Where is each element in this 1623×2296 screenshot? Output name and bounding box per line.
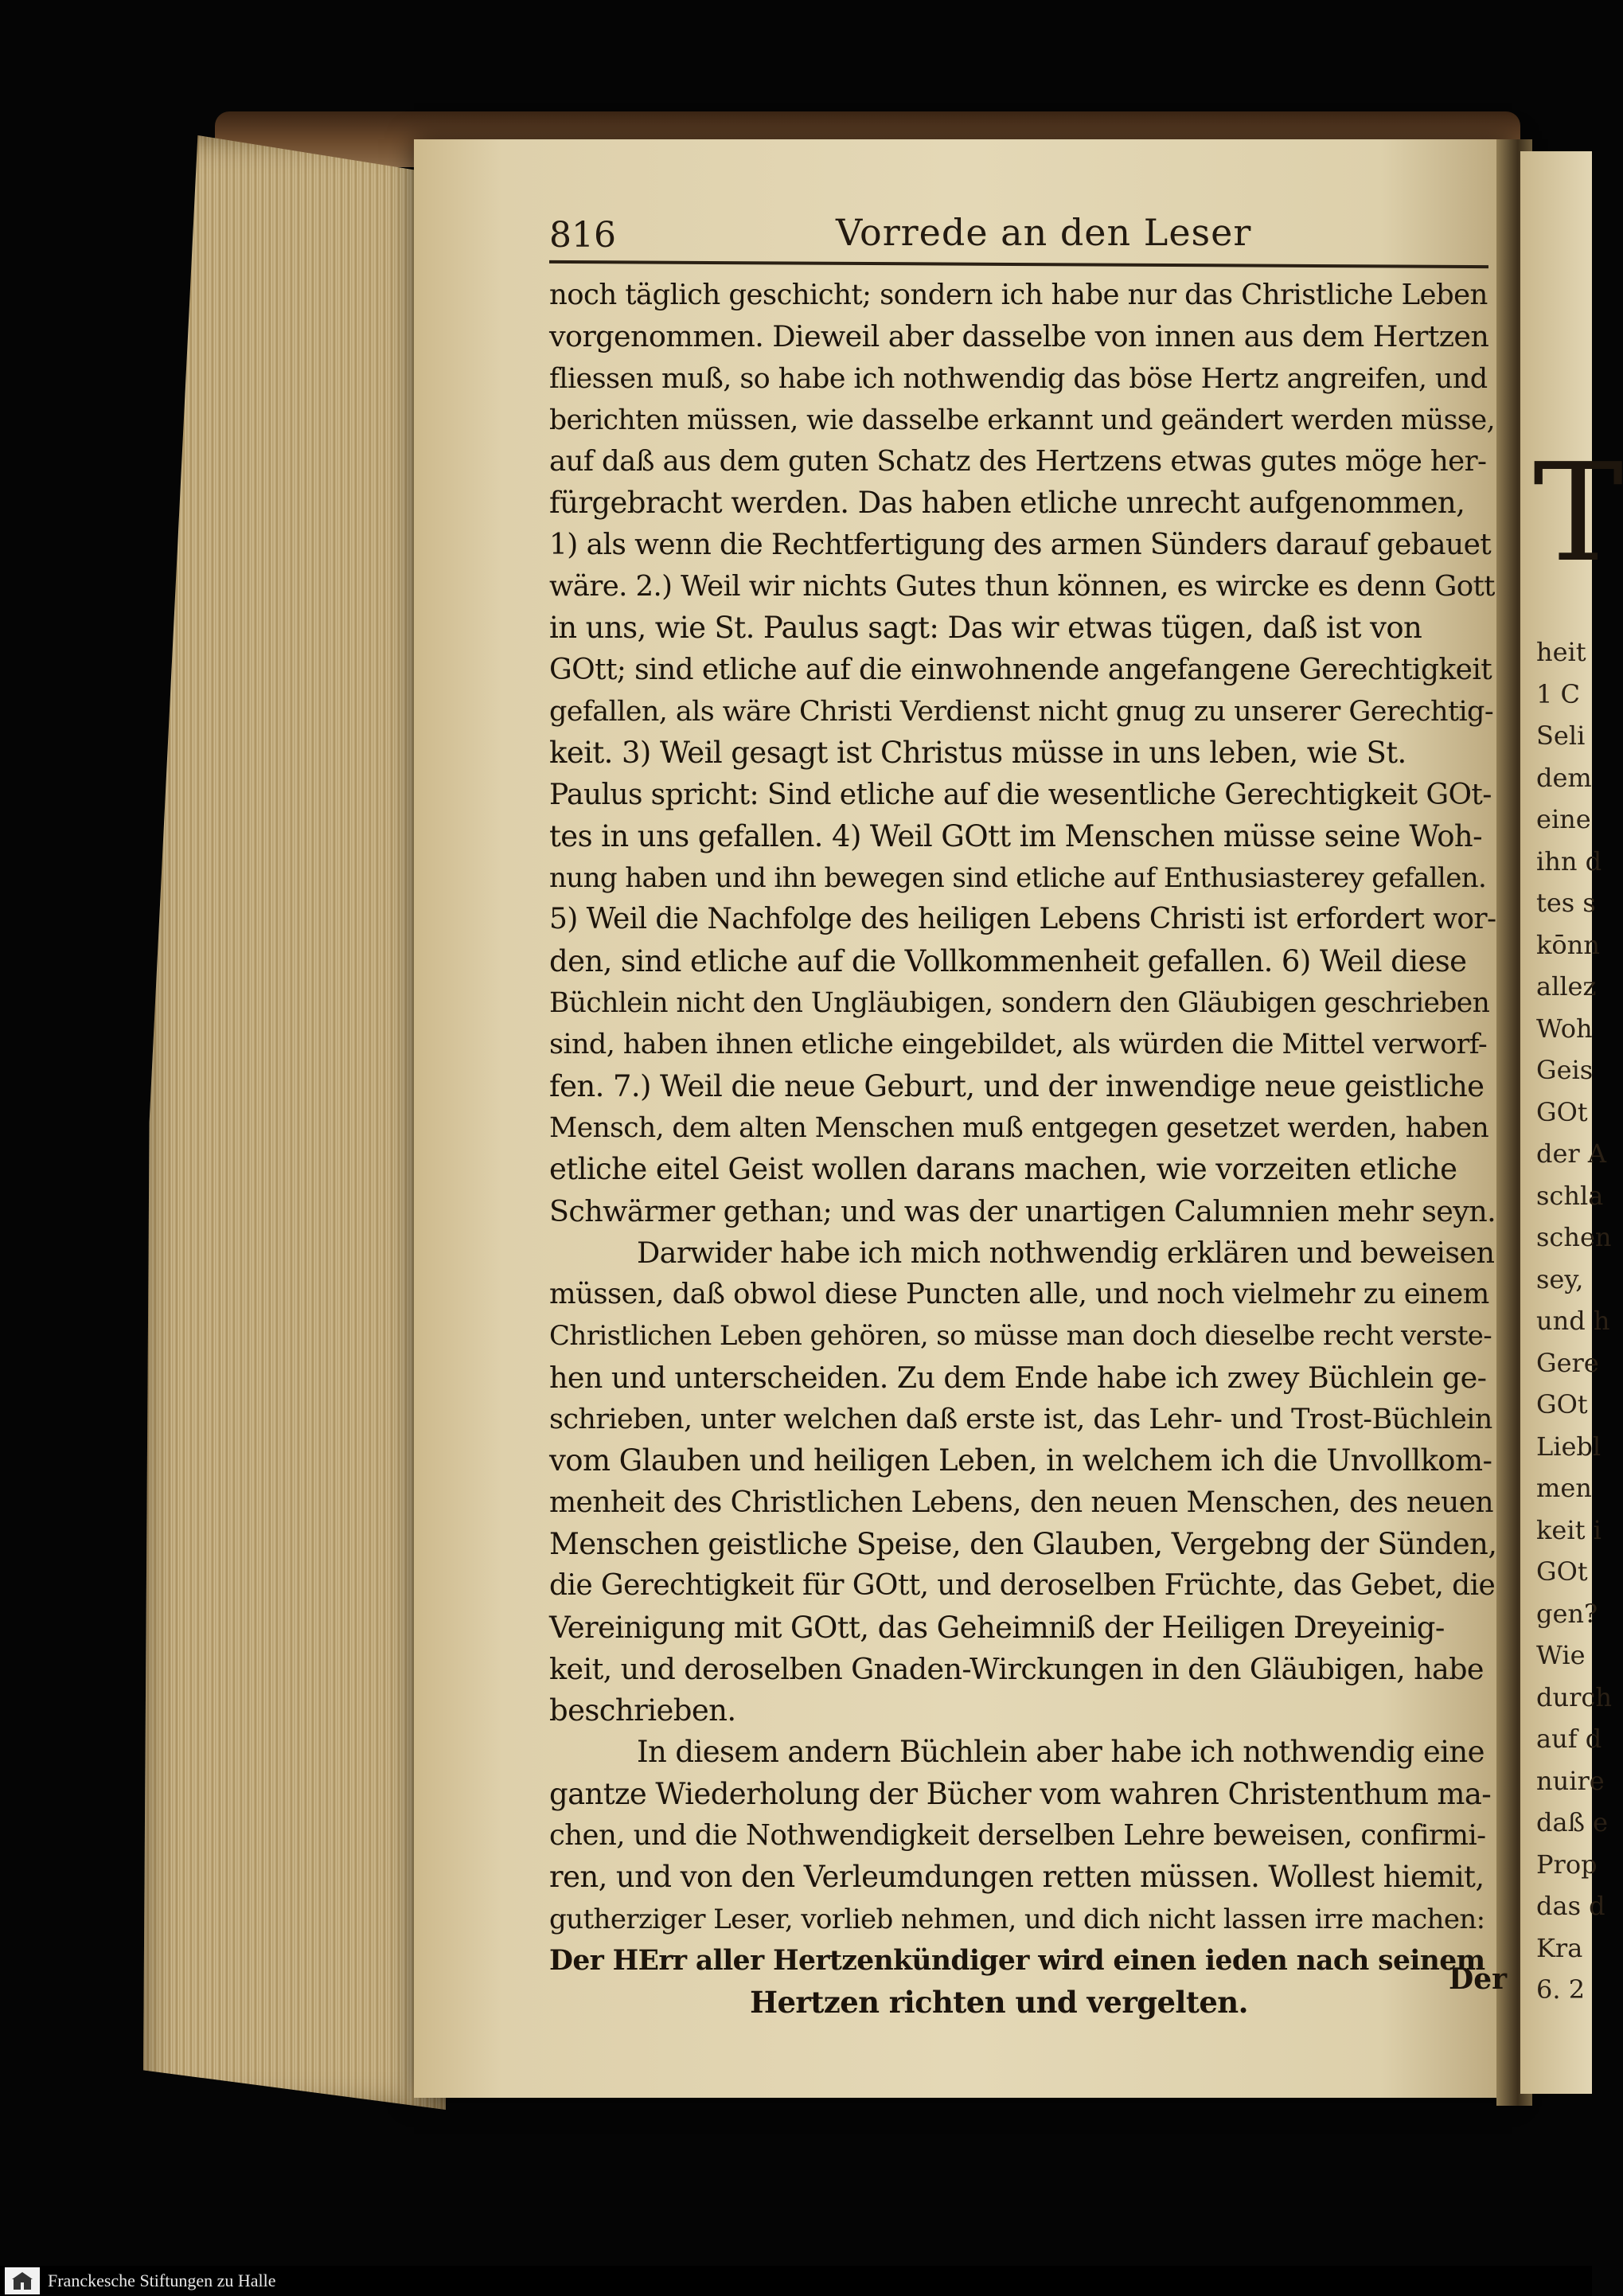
text-line: Mensch, dem alten Menschen muß entgegen gesetzet werden, haben — [549, 1111, 1489, 1144]
right-page-line: durch — [1536, 1681, 1612, 1712]
text-line: gefallen, als wäre Christi Verdienst nicht gnug zu unserer Gerechtig- — [549, 695, 1494, 728]
text-line: gantze Wiederholung der Bücher vom wahren Christenthum ma- — [549, 1776, 1492, 1811]
right-page-line: 1 C — [1536, 678, 1581, 709]
right-page-fragment — [1520, 151, 1623, 2094]
text-line: chen, und die Nothwendigkeit derselben Lehre beweisen, confirmi- — [549, 1818, 1486, 1852]
text-line: nung haben und ihn bewegen sind etliche auf Enthusiasterey gefallen. — [549, 862, 1487, 895]
right-page-line: Seli — [1536, 720, 1586, 751]
right-page-line: GOt — [1536, 1389, 1588, 1419]
text-line: vorgenommen. Dieweil aber dasselbe von innen aus dem Hertzen — [549, 319, 1489, 354]
right-page-line: Woh — [1536, 1013, 1593, 1044]
text-line: Darwider habe ich mich nothwendig erklären und beweisen — [637, 1235, 1495, 1270]
text-line: Menschen geistliche Speise, den Glauben, Vergebng der Sünden, — [549, 1526, 1497, 1561]
text-line: in uns, wie St. Paulus sagt: Das wir etwas tügen, daß ist von — [549, 611, 1422, 646]
right-page-line: men — [1536, 1473, 1592, 1503]
right-page-line: GOt — [1536, 1556, 1588, 1587]
text-line: den, sind etliche auf die Vollkommenheit gefallen. 6) Weil diese — [549, 943, 1467, 978]
text-line: Hertzen richten und vergelten. — [750, 1985, 1248, 2021]
text-line: Büchlein nicht den Ungläubigen, sondern den Gläubigen geschrieben — [549, 987, 1490, 1020]
text-line: fen. 7.) Weil die neue Geburt, und der inwendige neue geistliche — [549, 1068, 1484, 1103]
right-page-line: schen — [1536, 1222, 1612, 1252]
right-page-line: nuire — [1536, 1765, 1605, 1796]
right-page-line: Wie — [1536, 1640, 1586, 1670]
institution-logo-icon — [5, 2267, 40, 2294]
institution-credit: Franckesche Stiftungen zu Halle — [48, 2271, 276, 2290]
right-page-line: 6. 2 — [1536, 1974, 1586, 2005]
text-line: Schwärmer gethan; und was der unartigen Calumnien mehr seyn. — [549, 1193, 1496, 1228]
text-line: gutherziger Leser, vorlieb nehmen, und dich nicht lassen irre machen: — [549, 1903, 1485, 1935]
right-page-line: Prop — [1536, 1849, 1598, 1880]
right-page-line: auf d — [1536, 1724, 1602, 1754]
text-line: keit, und deroselben Gnaden-Wirckungen in den Gläubigen, habe — [549, 1651, 1484, 1686]
text-line: Vereinigung mit GOtt, das Geheimniß der Heiligen Dreyeinig- — [549, 1610, 1445, 1645]
text-line: schrieben, unter welchen daß erste ist, das Lehr- und Trost-Büchlein — [549, 1404, 1492, 1436]
right-page-line: keit i — [1536, 1514, 1602, 1545]
right-page-line: ihn d — [1536, 845, 1602, 877]
right-page-line: schla — [1536, 1180, 1604, 1211]
right-page-line: gen? — [1536, 1598, 1598, 1629]
text-line: keit. 3) Weil gesagt ist Christus müsse in uns leben, wie St. — [549, 736, 1406, 771]
text-line: etliche eitel Geist wollen darans machen, wie vorzeiten etliche — [549, 1152, 1457, 1187]
text-line: fürgebracht werden. Das haben etliche unrecht aufgenommen, — [549, 486, 1465, 521]
text-line: die Gerechtigkeit für GOtt, und deroselben Früchte, das Gebet, die — [549, 1569, 1496, 1603]
text-line: Paulus spricht: Sind etliche auf die wesentliche Gerechtigkeit GOt- — [549, 778, 1492, 811]
right-page-line: Geis — [1536, 1055, 1594, 1085]
text-line: fliessen muß, so habe ich nothwendig das böse Hertz angreifen, und — [549, 362, 1488, 395]
text-line: müssen, daß obwol diese Puncten alle, und noch vielmehr zu einem — [549, 1278, 1489, 1311]
right-page-line: tes s — [1536, 888, 1596, 918]
right-page-line: Liebl — [1536, 1431, 1602, 1462]
right-page-line: daß e — [1536, 1807, 1609, 1837]
text-line: auf daß aus dem guten Schatz des Hertzens etwas gutes möge her- — [549, 445, 1487, 478]
text-line: wäre. 2.) Weil wir nichts Gutes thun können, es wircke es denn Gott — [549, 570, 1495, 603]
text-line: 1) als wenn die Rechtfertigung des armen Sünders darauf gebauet — [549, 528, 1492, 561]
page-fore-edge — [143, 135, 446, 2110]
text-line: beschrieben. — [549, 1693, 736, 1728]
text-line: Der HErr aller Hertzenkündiger wird einen ieden nach seinem — [549, 1944, 1485, 1977]
running-head: Vorrede an den Leser — [836, 211, 1252, 254]
right-page-line: eine — [1536, 804, 1591, 834]
text-line: GOtt; sind etliche auf die einwohnende angefangene Gerechtigkeit — [549, 653, 1492, 686]
catchword: Der — [1449, 1962, 1508, 1996]
text-line: menheit des Christlichen Lebens, den neuen Menschen, des neuen — [549, 1486, 1493, 1519]
right-page-line: der A — [1536, 1138, 1606, 1169]
page-number: 816 — [549, 215, 616, 256]
text-line: ren, und von den Verleumdungen retten müssen. Wollest hiemit, — [549, 1860, 1484, 1895]
text-line: noch täglich geschicht; sondern ich habe nur das Christliche Leben — [549, 279, 1488, 311]
text-line: berichten müssen, wie dasselbe erkannt und geändert werden müsse, — [549, 404, 1495, 436]
text-line: Christlichen Leben gehören, so müsse man doch dieselbe recht verste- — [549, 1320, 1492, 1353]
right-page-line: Kra — [1536, 1932, 1583, 1963]
right-page-line: sey, — [1536, 1263, 1584, 1294]
text-line: hen und unterscheiden. Zu dem Ende habe ich zwey Büchlein ge- — [549, 1360, 1487, 1395]
text-line: In diesem andern Büchlein aber habe ich nothwendig eine — [637, 1735, 1484, 1770]
decorated-initial: T — [1533, 435, 1623, 592]
right-page-line: Gere — [1536, 1347, 1599, 1378]
right-page-line: und h — [1536, 1306, 1610, 1336]
right-page-line: das d — [1536, 1891, 1605, 1921]
right-page-line: heit — [1536, 637, 1586, 667]
text-line: tes in uns gefallen. 4) Weil GOtt im Menschen müsse seine Woh- — [549, 818, 1483, 853]
right-page-line: kōnn — [1536, 929, 1600, 960]
text-line: vom Glauben und heiligen Leben, in welchem ich die Unvollkom- — [549, 1443, 1492, 1478]
right-page-line: GOt — [1536, 1096, 1588, 1127]
right-page-line: dem — [1536, 762, 1592, 793]
body-text — [549, 275, 1496, 2023]
text-line: sind, haben ihnen etliche eingebildet, als würden die Mittel verworf- — [549, 1029, 1488, 1061]
right-page-line: allez — [1536, 971, 1597, 1002]
text-line: 5) Weil die Nachfolge des heiligen Lebens Christi ist erfordert wor- — [549, 903, 1496, 936]
